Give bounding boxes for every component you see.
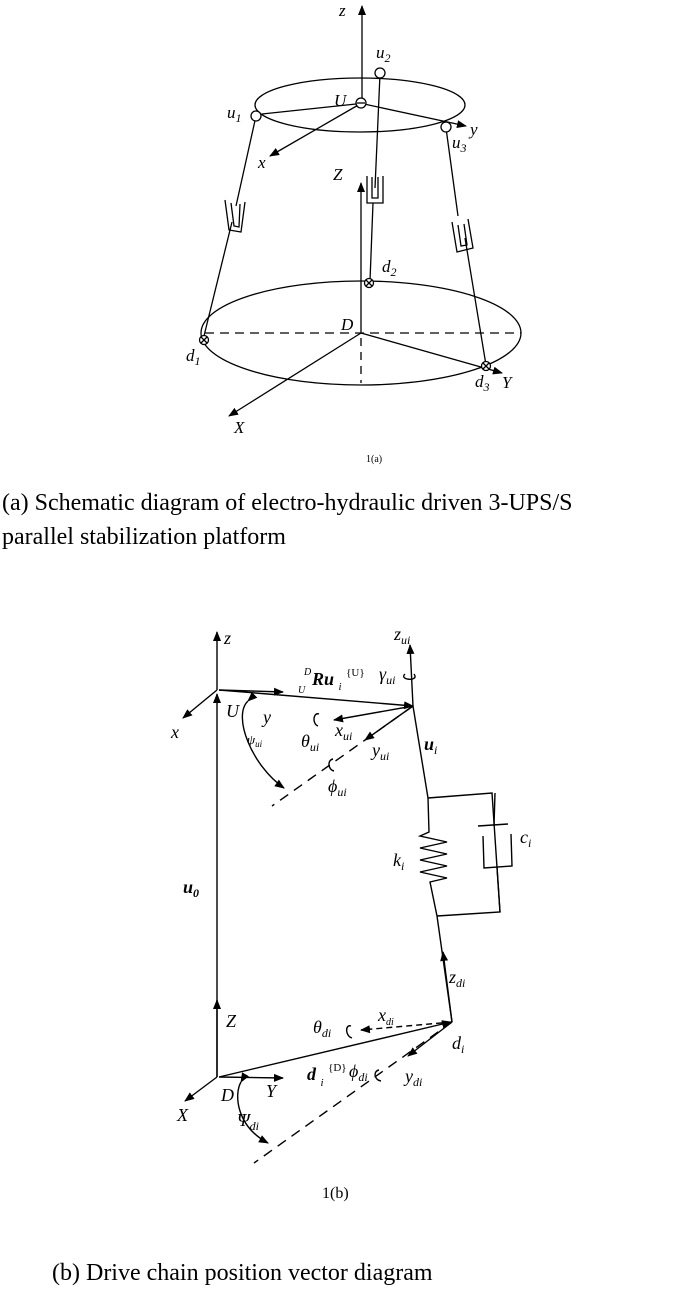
xui-axis bbox=[334, 706, 413, 720]
base-Y-axis bbox=[361, 333, 502, 373]
label-a-u1: $u_1$ bbox=[227, 103, 242, 125]
figure-a-labels bbox=[186, 1, 513, 465]
base-Y-axis-b bbox=[219, 1077, 283, 1078]
label-b-dvec: d $_i$ $^{\{D\}}$ bbox=[307, 1062, 347, 1089]
label-b-u0: $u_0$ bbox=[183, 877, 200, 900]
label-b-zdi: $z_{di}$ bbox=[449, 967, 466, 990]
leg3-cylinder bbox=[452, 219, 473, 252]
label-b-xui: $x_{ui}$ bbox=[335, 720, 353, 743]
vector-Ru bbox=[219, 690, 413, 706]
caption-a-line2: parallel stabilization platform bbox=[2, 524, 286, 550]
label-a-u2: $u_2$ bbox=[376, 43, 391, 65]
damper-cylinder bbox=[483, 834, 512, 868]
label-b-theta-d: $\theta_{di}$ bbox=[313, 1017, 332, 1040]
upper-x-axis-b bbox=[183, 690, 217, 718]
spring-damper-frame bbox=[428, 793, 500, 916]
leg3-lower-rod bbox=[465, 238, 486, 365]
label-a-Y: Y bbox=[502, 373, 512, 392]
joint-u2 bbox=[375, 68, 385, 78]
zdi-axis bbox=[443, 952, 452, 1022]
label-b-y: y bbox=[263, 707, 271, 727]
upper-y-axis bbox=[364, 104, 466, 126]
label-b-di: $d_i$ bbox=[452, 1033, 465, 1056]
zui-axis bbox=[410, 645, 413, 706]
label-a-D: D bbox=[341, 315, 354, 334]
label-b-ci: $c_i$ bbox=[520, 827, 532, 850]
label-a-d3: $d_3$ bbox=[475, 372, 490, 394]
caption-a bbox=[2, 486, 700, 554]
xdi-axis bbox=[361, 1022, 452, 1030]
label-b-phi-d: $\phi_{di}$ bbox=[349, 1061, 368, 1084]
label-b-ui: $u_i$ bbox=[424, 734, 438, 757]
label-b-Z: Z bbox=[226, 1011, 237, 1031]
label-a-d2: $d_2$ bbox=[382, 257, 397, 279]
joint-u3 bbox=[441, 122, 451, 132]
label-b-gamma-u: $\gamma_{ui}$ bbox=[379, 664, 396, 687]
theta-u-rotation bbox=[314, 714, 319, 726]
label-b-psi-u: $\psi_{ui}$ bbox=[247, 732, 263, 749]
label-b-xdi: $x_{di}$ bbox=[378, 1005, 394, 1028]
label-a-z: z bbox=[339, 1, 346, 20]
theta-d-rotation bbox=[347, 1026, 352, 1038]
gamma-u-rotation bbox=[404, 674, 415, 679]
label-b-ki: $k_i$ bbox=[393, 850, 405, 873]
base-X-axis bbox=[229, 333, 361, 416]
label-a-x: x bbox=[258, 153, 266, 172]
leg1-piston bbox=[231, 203, 240, 227]
leg2-lower-rod bbox=[370, 203, 373, 281]
leg1-upper-rod bbox=[236, 116, 256, 206]
label-b-ydi: $y_{di}$ bbox=[405, 1066, 423, 1089]
figure-a bbox=[200, 6, 522, 416]
caption-b: (b) Drive chain position vector diagram bbox=[52, 1260, 433, 1286]
spring bbox=[420, 798, 447, 916]
label-b-X: X bbox=[177, 1105, 188, 1125]
label-b-theta-u: $\theta_{ui}$ bbox=[301, 731, 320, 754]
leg1-lower-rod bbox=[203, 222, 232, 340]
leg1-cylinder bbox=[225, 200, 245, 232]
label-b-yui: $y_{ui}$ bbox=[372, 740, 390, 763]
label-b-z: z bbox=[224, 628, 232, 648]
label-a-y: y bbox=[470, 120, 478, 139]
lower-dashed-line bbox=[254, 1022, 452, 1163]
label-b-x: x bbox=[171, 722, 179, 742]
label-b-R: $^D$ U Ru $_i$ $^{\{U\}}$ bbox=[298, 667, 365, 696]
label-a-X: X bbox=[234, 418, 245, 437]
sublabel-a: 1(a) bbox=[366, 454, 383, 465]
label-a-d1: $d_1$ bbox=[186, 346, 201, 368]
label-b-Y: Y bbox=[266, 1081, 277, 1101]
caption-a-line1: (a) Schematic diagram of electro-hydraulic driven 3-UPS/S bbox=[2, 490, 573, 516]
label-b-psi-d: $\Psi_{di}$ bbox=[237, 1110, 259, 1133]
label-b-D: D bbox=[221, 1085, 234, 1105]
label-b-U: U bbox=[226, 701, 239, 721]
label-b-phi-u: $\phi_{ui}$ bbox=[328, 776, 347, 799]
label-a-U: U bbox=[334, 91, 347, 110]
damper-rod bbox=[497, 867, 500, 912]
joint-u1 bbox=[251, 111, 261, 121]
label-a-u3: $u_3$ bbox=[452, 133, 467, 155]
sublabel-b: 1(b) bbox=[322, 1185, 349, 1202]
base-X-axis-b bbox=[185, 1077, 217, 1101]
label-a-Z: Z bbox=[333, 165, 343, 184]
label-b-zui: $z_{ui}$ bbox=[394, 624, 411, 647]
